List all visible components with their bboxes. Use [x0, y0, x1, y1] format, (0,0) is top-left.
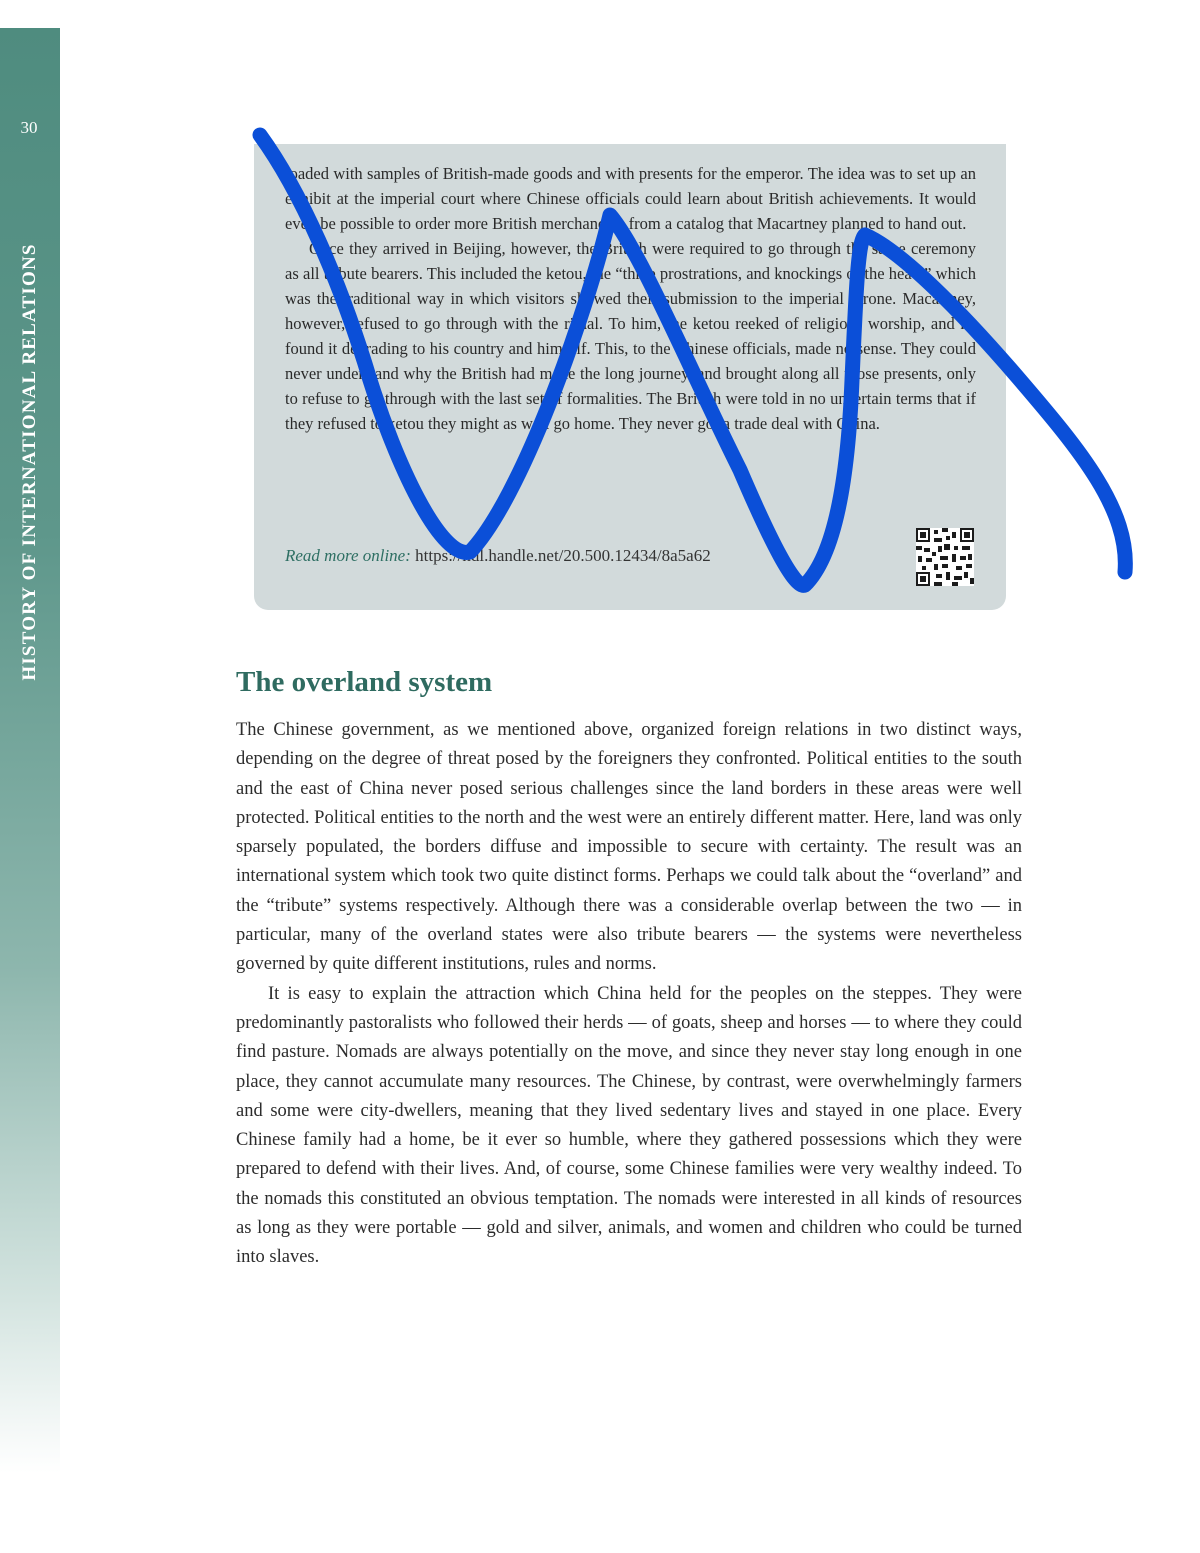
- qr-code-icon[interactable]: [916, 528, 974, 586]
- boxed-text-panel: [254, 144, 1006, 610]
- boxed-paragraph-2: Once they arrived in Beijing, however, the British were required to go through the same ceremony as all tribute bearers. This included the ketou, the “three prostrations, and knockings of the head,” which was the traditional way in which visitors showed their submission to the imperial throne. Macartney, however, refused to go through with the ritual. To him, the ketou reeked of religious worship, and he found it degrading to his country and himself. This, to the Chinese officials, made no sense. They could never understand why the British had made the long journey, and brought along all those presents, only to refuse to go through with the last set of formalities. The British were told in no uncertain terms that if they refused to ketou they might as well go home. They never got a trade deal with China.: [285, 239, 976, 433]
- read-more-label: Read more online:: [285, 546, 411, 565]
- body-paragraph-2: It is easy to explain the attraction which China held for the peoples on the steppes. They were predominantly pastoralists who followed their herds — of goats, sheep and horses — to where they could find pasture. Nomads are always potentially on the move, and since they never stay long enough in one place, they cannot accumulate many resources. The Chinese, by contrast, were overwhelmingly farmers and some were city-dwellers, meaning that they lived sedentary lives and stayed in one place. Every Chinese family had a home, be it ever so humble, where they gathered possessions which they were prepared to defend with their lives. And, of course, some Chinese families were very wealthy indeed. To the nomads this constituted an obvious temptation. The nomads were interested in all kinds of resources as long as they were portable — gold and silver, animals, and women and children who could be turned into slaves.: [236, 983, 1022, 1268]
- read-more-link[interactable]: https://hdl.handle.net/20.500.12434/8a5a62: [415, 546, 711, 565]
- running-title: HISTORY OF INTERNATIONAL RELATIONS: [19, 243, 40, 681]
- section-body: [236, 716, 1022, 1273]
- boxed-text-body: [285, 161, 976, 436]
- page-number: 30: [20, 118, 38, 137]
- read-more-line: [285, 546, 711, 566]
- body-paragraph-1: The Chinese government, as we mentioned above, organized foreign relations in two distinct ways, depending on the degree of threat posed by the foreigners they confronted. Political entities to the south and the east of China never posed serious challenges since the land borders in these areas were well protected. Political entities to the north and the west were an entirely different matter. Here, land was only sparsely populated, the borders diffuse and impossible to secure with certainty. The result was an international system which took two quite distinct forms. Perhaps we could talk about the “overland” and the “tribute” systems respectively. Although there was a considerable overlap between the two — in particular, many of the overland states were also tribute bearers — the systems were nevertheless governed by quite different institutions, rules and norms.: [236, 720, 1022, 975]
- section-heading: The overland system: [236, 666, 493, 698]
- boxed-paragraph-1: loaded with samples of British-made goods and with presents for the emperor. The idea was to set up an exhibit at the imperial court where Chinese officials could learn about British achievements. It would even be possible to order more British merchandise from a catalog that Macartney planned to hand out.: [285, 164, 976, 233]
